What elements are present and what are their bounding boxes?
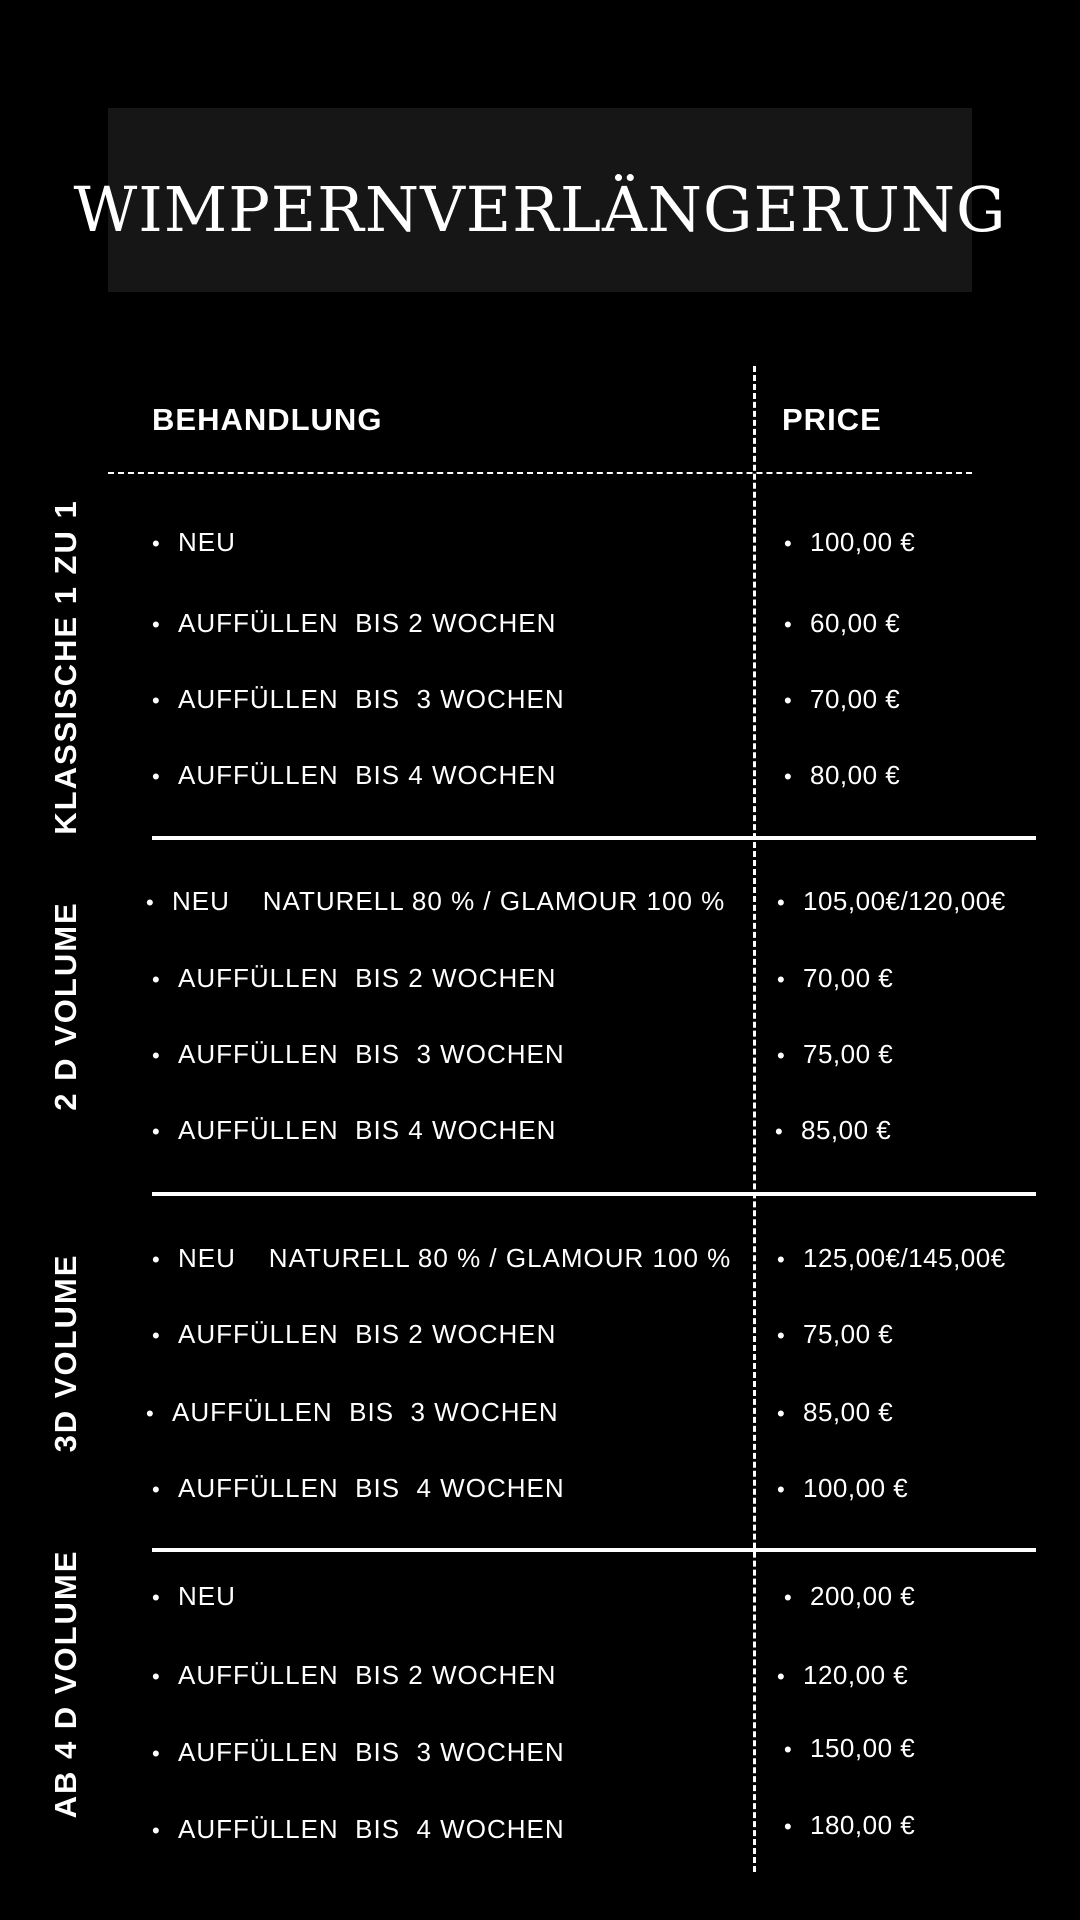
section-label-3d-volume: 3D VOLUME (48, 1253, 83, 1453)
price-item: • 180,00 € (784, 1808, 915, 1844)
price-item: • 60,00 € (784, 606, 900, 642)
treatment-item: • AUFFÜLLEN BIS 2 WOCHEN (152, 1658, 556, 1694)
price-item: • 120,00 € (777, 1658, 908, 1694)
header-treatment: BEHANDLUNG (152, 402, 383, 437)
price-item: • 100,00 € (784, 525, 915, 561)
price-item: • 125,00€/145,00€ (777, 1241, 1006, 1277)
treatment-item: • AUFFÜLLEN BIS 4 WOCHEN (152, 1812, 565, 1848)
price-item: • 200,00 € (784, 1579, 915, 1615)
treatment-item: • NEU NATURELL 80 % / GLAMOUR 100 % (146, 884, 725, 920)
price-item: • 150,00 € (784, 1731, 915, 1767)
treatment-item: • AUFFÜLLEN BIS 3 WOCHEN (152, 1735, 565, 1771)
treatment-item: • AUFFÜLLEN BIS 4 WOCHEN (152, 1113, 556, 1149)
page-title: WIMPERNVERLÄNGERUNG (73, 172, 1007, 246)
treatment-item: • NEU NATURELL 80 % / GLAMOUR 100 % (152, 1241, 731, 1277)
section-label-classic: KLASSISCHE 1 ZU 1 (48, 499, 83, 835)
price-item: • 85,00 € (777, 1395, 893, 1431)
treatment-item: • AUFFÜLLEN BIS 2 WOCHEN (152, 961, 556, 997)
price-item: • 75,00 € (777, 1037, 893, 1073)
treatment-item: • AUFFÜLLEN BIS 4 WOCHEN (152, 1471, 565, 1507)
section-divider (152, 1548, 1036, 1552)
treatment-item: • NEU (152, 1579, 236, 1615)
column-dashed-divider (753, 366, 756, 1872)
section-divider (152, 836, 1036, 840)
price-item: • 75,00 € (777, 1317, 893, 1353)
section-divider (152, 1192, 1036, 1196)
treatment-item: • AUFFÜLLEN BIS 2 WOCHEN (152, 1317, 556, 1353)
treatment-item: • AUFFÜLLEN BIS 2 WOCHEN (152, 606, 556, 642)
treatment-item: • AUFFÜLLEN BIS 3 WOCHEN (146, 1395, 559, 1431)
price-item: • 100,00 € (777, 1471, 908, 1507)
section-label-4d-volume: AB 4 D VOLUME (48, 1549, 83, 1819)
header-dashed-divider (108, 472, 972, 474)
price-item: • 70,00 € (784, 682, 900, 718)
price-item: • 85,00 € (775, 1113, 891, 1149)
price-item: • 80,00 € (784, 758, 900, 794)
section-label-2d-volume: 2 D VOLUME (48, 901, 83, 1111)
treatment-item: • AUFFÜLLEN BIS 3 WOCHEN (152, 1037, 565, 1073)
title-banner (73, 108, 1007, 292)
header-price: PRICE (782, 402, 882, 437)
treatment-item: • NEU (152, 525, 236, 561)
price-item: • 70,00 € (777, 961, 893, 997)
treatment-item: • AUFFÜLLEN BIS 3 WOCHEN (152, 682, 565, 718)
price-item: • 105,00€/120,00€ (777, 884, 1006, 920)
treatment-item: • AUFFÜLLEN BIS 4 WOCHEN (152, 758, 556, 794)
